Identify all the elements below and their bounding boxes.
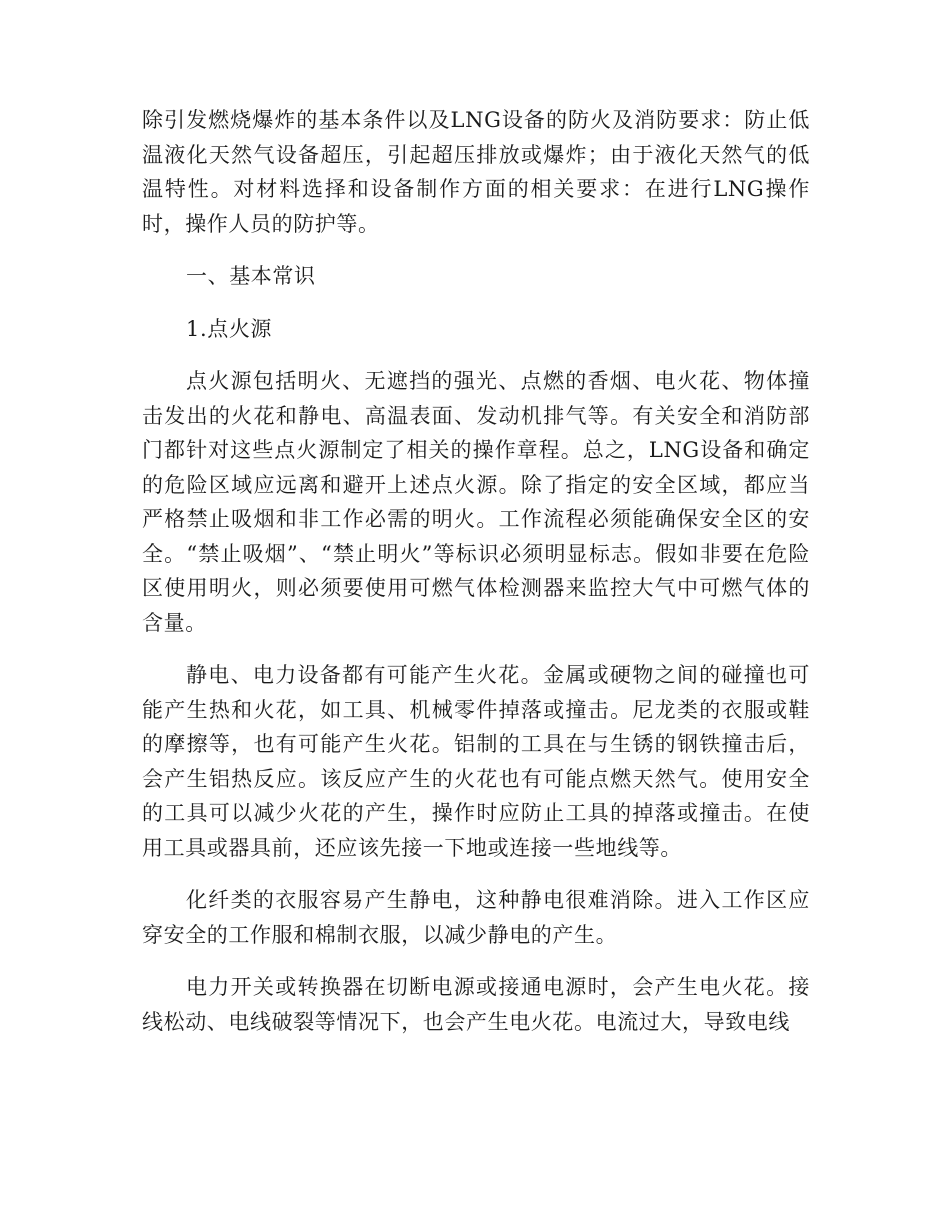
section-heading: 一、基本常识 [186,264,316,288]
paragraph-gap [142,952,810,970]
paragraph-gap [142,346,810,364]
subsection-heading: 1.点火源 [186,316,273,341]
spark-paragraph: 静电、电力设备都有可能产生火花。金属或硬物之间的碰撞也可能产生热和火花，如工具、机械零件掉落或撞击。尼龙类的衣服或鞋的摩擦等，也有可能产生火花。铝制的工具在与生锈的钢铁撞击后，会产生铝热反应。该反应产生的火花也有可能点燃天然气。使用安全的工具可以减少火花的产生，操作时应防止工具的掉落或撞击。在使用工具或器具前，还应该先接一下地或连接一些地线等。 [142,663,810,860]
intro-paragraph: 除引发燃烧爆炸的基本条件以及LNG设备的防火及消防要求：防止低温液化天然气设备超压，引起超压排放或爆炸；由于液化天然气的低温特性。对材料选择和设备制作方面的相关要求：在进行LNG操作时，操作人员的防护等。 [142,108,810,236]
static-clothing-paragraph: 化纤类的衣服容易产生静电，这种静电很难消除。进入工作区应穿安全的工作服和棉制衣服，以减少静电的产生。 [142,888,810,947]
document-body [142,103,810,1039]
ignition-source-paragraph: 点火源包括明火、无遮挡的强光、点燃的香烟、电火花、物体撞击发出的火花和静电、高温表面、发动机排气等。有关安全和消防部门都针对这些点火源制定了相关的操作章程。总之，LNG设备和确定的危险区域应远离和避开上述点火源。除了指定的安全区域，都应当严格禁止吸烟和非工作必需的明火。工作流程必须能确保安全区的安全。“禁止吸烟”、“禁止明火”等标识必须明显标志。假如非要在危险区使用明火，则必须要使用可燃气体检测器来监控大气中可燃气体的含量。 [142,369,810,635]
paragraph-gap [142,294,810,312]
electric-spark-paragraph: 电力开关或转换器在切断电源或接通电源时，会产生电火花。接线松动、电线破裂等情况下，也会产生电火花。电流过大，导致电线 [142,975,810,1034]
paragraph-gap [142,640,810,658]
paragraph-gap [142,241,810,259]
paragraph-gap [142,865,810,883]
